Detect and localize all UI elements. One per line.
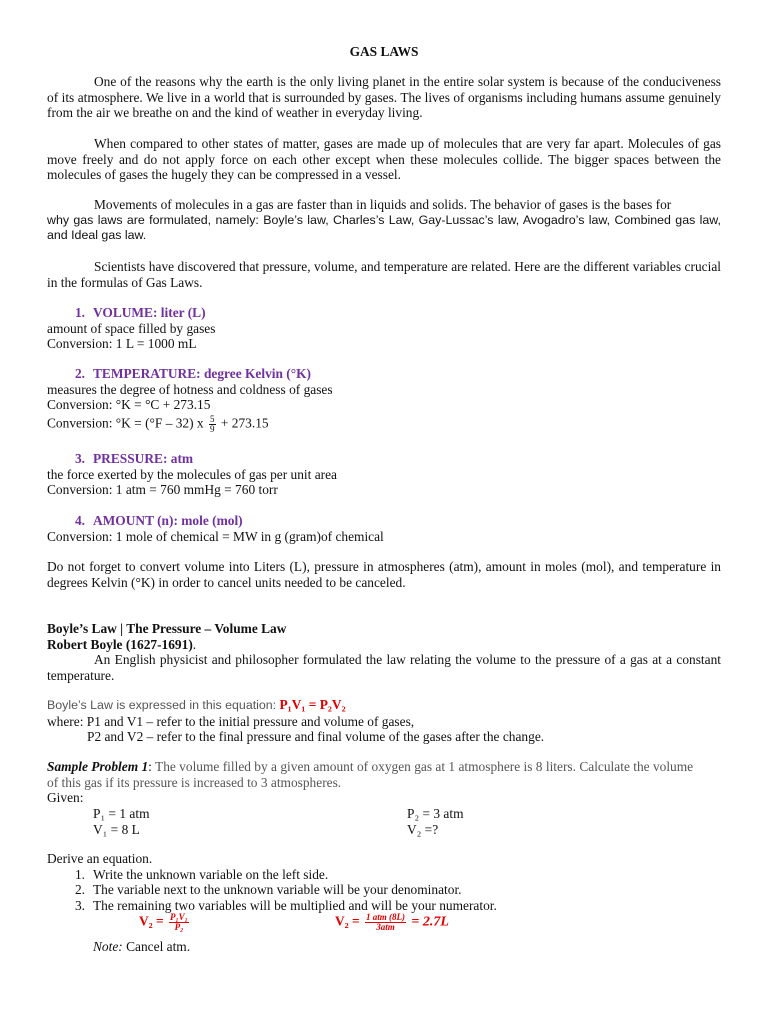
boyle-heading: Boyle’s Law | The Pressure – Volume Law [47,621,287,636]
variable-temperature: 2. TEMPERATURE: degree Kelvin (°K) measures the degree of hotness and coldness of gases Conversion: °K = °C + 273.15 Conversion: °K = (°F – 32) x $\frac{5}{9}$ + 273.15 [47,366,721,434]
note-line: Note: Cancel atm. [93,939,191,954]
variable-heading: TEMPERATURE: degree Kelvin (°K) [93,366,311,381]
given-left-column: P₁ = 1 atm V₁ = 8 L [93,806,150,837]
boyle-person: Robert Boyle (1627-1691) [47,636,193,652]
movement-paragraph [47,197,721,244]
variable-heading: VOLUME: liter (L) [93,305,206,320]
derive-section [47,851,721,913]
variable-pressure: 3. PRESSURE: atm the force exerted by the molecules of gas per unit area Conversion: 1 atm = 760 mmHg = 760 torr [47,451,337,498]
derive-step: 1. Write the unknown variable on the left side. [74,866,329,882]
intro-paragraph-2: When compared to other states of matter, gases are made up of molecules that are very far apart. Molecules of gas move freely and do not apply force on each other except when these molecules collide. The bigger spaces between the molecules of gases the hugely they can be compressed in a vessel. [47,136,721,183]
sample-problem: Sample Problem 1: The volume filled by a given amount of oxygen gas at 1 atmosphere is 8 liters. Calculate the volume of this gas if its pressure is increased to 3 atmospheres. Given: [47,759,721,806]
formula-left: V₂ = $\frac{\text{P₁V₁}}{\text{P₂}}$ [139,912,188,932]
variable-amount: 4. AMOUNT (n): mole (mol) Conversion: 1 mole of chemical = MW in g (gram)of chemical [47,513,384,544]
variable-heading: AMOUNT (n): mole (mol) [93,513,243,528]
page-title: GAS LAWS [349,44,419,59]
formula-right-fraction: $\frac{\text{1 atm (8L)}}{\text{3atm}}$ [366,912,406,932]
variable-heading: PRESSURE: atm [93,451,194,466]
boyle-equation-line: Boyle’s Law is expressed in this equation: P₁V₁ = P₂V₂ where: P1 and V1 – refer to the initial pressure and volume of gases, P2 and V2 – refer to the final pressure and final volume of the gases after the change. [47,697,545,745]
variables-intro: Scientists have discovered that pressure, volume, and temperature are related. Here are the different variables crucial in the formulas of Gas Laws. [47,259,721,290]
boyle-section: Boyle’s Law | The Pressure – Volume Law Robert Boyle (1627-1691). An English physicist and philosopher formulated the law relating the volume to the pressure of a gas at a constant temperature. [47,621,721,683]
formula-result: = 2.7L [411,914,449,930]
movement-text-1: Movements of molecules in a gas are faster than in liquids and solids. The behavior of gases is the bases for [94,197,672,212]
sample-text-2: of this gas if its pressure is increased to 3 atmospheres. [47,774,342,790]
given-right-column: P₂ = 3 atm V₂ =? [407,806,464,837]
boyle-equation: P₁V₁ = P₂V₂ [279,697,346,712]
sample-label: Sample Problem 1 [47,759,149,774]
sample-text-1: The volume filled by a given amount of oxygen gas at 1 atmosphere is 8 liters. Calculate the volume [155,759,694,774]
intro-paragraph-1: One of the reasons why the earth is the only living planet in the entire solar system is because of the conduciveness of its atmosphere. We live in a world that is surrounded by gases. The lives of organisms including humans assume genuinely from the air we breathe on and the kind of weather in everyday living. [47,74,721,121]
formula-right: V₂ = $\frac{\text{1 atm (8L)}}{\text{3atm}}$ = 2.7L [335,912,449,932]
boyle-description: An English physicist and philosopher formulated the law relating the volume to the pressure of a gas at a constant temperature. [47,652,721,683]
derive-label: Derive an equation. [47,851,153,866]
movement-text-2: why gas laws are formulated, namely: Boyle’s law, Charles’s Law, Gay-Lussac’s law, Avogadro’s law, Combined gas law, and Ideal gas law. [47,212,721,243]
fraction-five-ninths: $\frac{5}{9}$ [210,413,215,434]
derive-step: 3. The remaining two variables will be multiplied and will be your numerator. [74,897,497,913]
derive-step: 2. The variable next to the unknown variable will be your denominator. [74,882,462,898]
fahrenheit-conversion: Conversion: °K = (°F – 32) x $\frac{5}{9}$ + 273.15 [47,413,269,434]
variable-volume: 1. VOLUME: liter (L) amount of space filled by gases Conversion: 1 L = 1000 mL [47,305,216,352]
given-label: Given: [47,790,84,806]
units-reminder: Do not forget to convert volume into Liters (L), pressure in atmospheres (atm), amount in moles (mol), and temperature in degrees Kelvin (°K) in order to cancel units needed to be canceled. [47,559,721,590]
formula-left-fraction: $\frac{\text{P₁V₁}}{\text{P₂}}$ [170,912,188,932]
